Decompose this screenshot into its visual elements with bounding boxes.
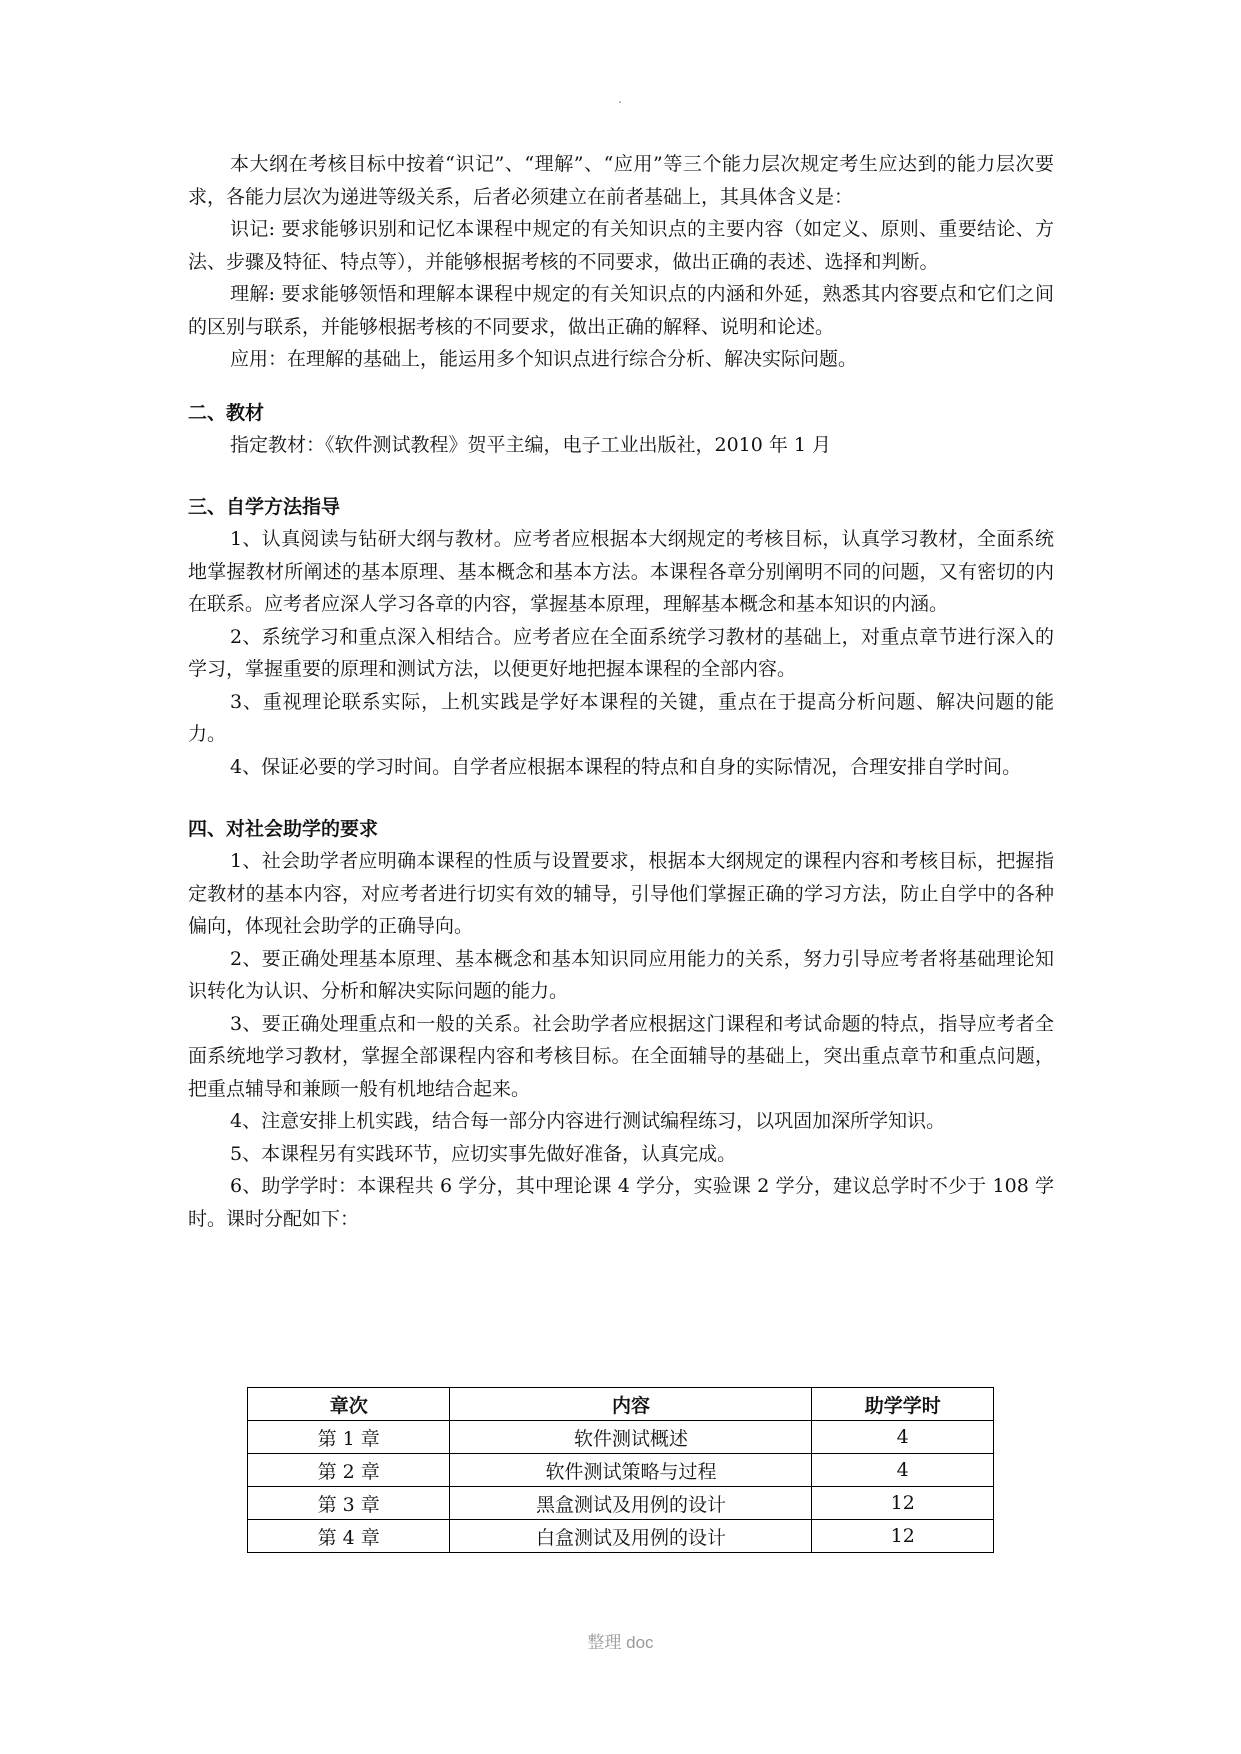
- cell-chapter: 第 2 章: [248, 1454, 450, 1487]
- self-study-paragraph-1: 1、认真阅读与钻研大纲与教材。应考者应根据本大纲规定的考核目标，认真学习教材，全面系统地掌握教材所阐述的基本原理、基本概念和基本方法。本课程各章分别阐明不同的问题，又有密切的内在联系。应考者应深人学习各章的内容，掌握基本原理，理解基本概念和基本知识的内涵。: [188, 528, 1054, 615]
- cell-chapter: 第 4 章: [248, 1520, 450, 1553]
- intro-paragraph-1: 本大纲在考核目标中按着“识记”、“理解”、“应用”等三个能力层次规定考生应达到的能力层次要求，各能力层次为递进等级关系，后者必须建立在前者基础上，其具体含义是：: [188, 153, 1054, 208]
- section-heading-self-study: 三、自学方法指导: [188, 496, 341, 518]
- table-row: [248, 1454, 994, 1487]
- table-row: [248, 1421, 994, 1454]
- hours-table: [247, 1387, 994, 1553]
- social-paragraph-5: 5、本课程另有实践环节，应切实事先做好准备，认真完成。: [230, 1142, 737, 1165]
- cell-chapter: 第 1 章: [248, 1421, 450, 1454]
- cell-hours: 4: [812, 1421, 994, 1454]
- header-mark: .: [618, 92, 622, 106]
- social-paragraph-6: 6、助学学时：本课程共 6 学分，其中理论课 4 学分，实验课 2 学分，建议总学时不少于 108 学时。课时分配如下：: [188, 1175, 1054, 1230]
- cell-content: 软件测试策略与过程: [450, 1454, 812, 1487]
- document-body: [188, 148, 1054, 1235]
- intro-paragraph-recall: 识记: 要求能够识别和记忆本课程中规定的有关知识点的主要内容（如定义、原则、重要结论、方法、步骤及特征、特点等），并能够根据考核的不同要求，做出正确的表述、选择和判断。: [188, 218, 1054, 273]
- intro-paragraph-apply: 应用：在理解的基础上，能运用多个知识点进行综合分析、解决实际问题。: [230, 348, 858, 370]
- header-chapter: 章次: [248, 1388, 450, 1421]
- cell-chapter: 第 3 章: [248, 1487, 450, 1520]
- cell-content: 黑盒测试及用例的设计: [450, 1487, 812, 1520]
- section-heading-social-assistance: 四、对社会助学的要求: [188, 818, 379, 840]
- table-row: [248, 1520, 994, 1553]
- social-paragraph-3: 3、要正确处理重点和一般的关系。社会助学者应根据这门课程和考试命题的特点，指导应考者全面系统地学习教材，掌握全部课程内容和考核目标。在全面辅导的基础上，突出重点章节和重点问题，把重点辅导和兼顾一般有机地结合起来。: [188, 1012, 1054, 1100]
- self-study-paragraph-2: 2、系统学习和重点深入相结合。应考者应在全面系统学习教材的基础上，对重点章节进行深入的学习，掌握重要的原理和测试方法，以便更好地把握本课程的全部内容。: [188, 625, 1054, 680]
- intro-paragraph-understand: 理解: 要求能够领悟和理解本课程中规定的有关知识点的内涵和外延，熟悉其内容要点和它们之间的区别与联系，并能够根据考核的不同要求，做出正确的解释、说明和论述。: [188, 283, 1054, 338]
- cell-hours: 12: [812, 1520, 994, 1553]
- table-row: [248, 1487, 994, 1520]
- header-content: 内容: [450, 1388, 812, 1421]
- textbook-paragraph: 指定教材：《软件测试教程》贺平主编，电子工业出版社，2010 年 1 月: [230, 433, 832, 456]
- self-study-paragraph-3: 3、重视理论联系实际，上机实践是学好本课程的关键，重点在于提高分析问题、解决问题的能力。: [188, 690, 1054, 745]
- cell-hours: 12: [812, 1487, 994, 1520]
- header-hours: 助学学时: [812, 1388, 994, 1421]
- cell-hours: 4: [812, 1454, 994, 1487]
- cell-content: 软件测试概述: [450, 1421, 812, 1454]
- self-study-paragraph-4: 4、保证必要的学习时间。自学者应根据本课程的特点和自身的实际情况，合理安排自学时间。: [230, 755, 1022, 778]
- section-heading-textbook: 二、教材: [188, 401, 265, 424]
- cell-content: 白盒测试及用例的设计: [450, 1520, 812, 1553]
- table-header-row: [248, 1388, 994, 1421]
- social-paragraph-1: 1、社会助学者应明确本课程的性质与设置要求，根据本大纲规定的课程内容和考核目标，把握指定教材的基本内容，对应考者进行切实有效的辅导，引导他们掌握正确的学习方法，防止自学中的各种偏向，体现社会助学的正确导向。: [188, 850, 1054, 937]
- social-paragraph-4: 4、注意安排上机实践，结合每一部分内容进行测试编程练习，以巩固加深所学知识。: [230, 1110, 946, 1132]
- social-paragraph-2: 2、要正确处理基本原理、基本概念和基本知识同应用能力的关系，努力引导应考者将基础理论知识转化为认识、分析和解决实际问题的能力。: [188, 947, 1054, 1002]
- page-footer: 整理 doc: [587, 1633, 654, 1652]
